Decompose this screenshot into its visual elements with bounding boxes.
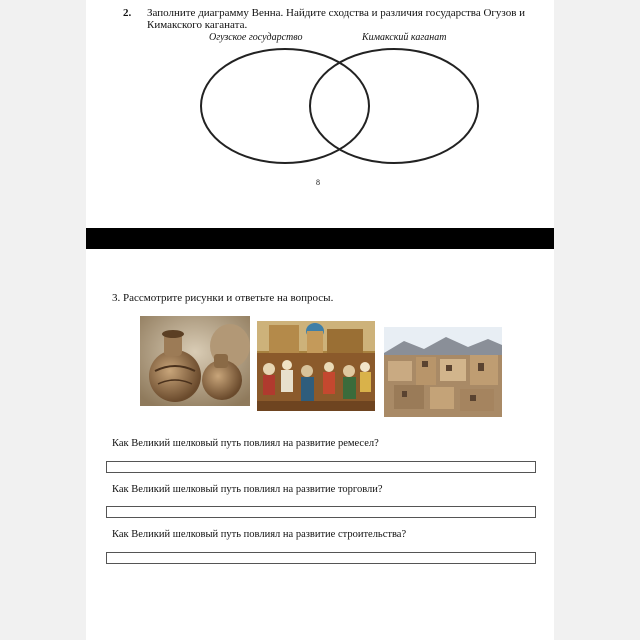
page-number: 8	[316, 178, 320, 187]
page-divider	[86, 228, 554, 249]
venn-left-label: Огузское государство	[209, 32, 303, 43]
left-margin	[0, 0, 86, 640]
right-margin	[554, 0, 640, 640]
venn-right-label: Кимакский каганат	[362, 32, 447, 43]
question-construction: Как Великий шелковый путь повлиял на развитие строительства?	[112, 529, 407, 540]
question-crafts: Как Великий шелковый путь повлиял на развитие ремесел?	[112, 438, 379, 449]
old-city-image	[384, 327, 502, 417]
venn-left-circle[interactable]	[201, 49, 369, 163]
answer-field-trade[interactable]	[106, 506, 536, 518]
task3-title: 3. Рассмотрите рисунки и ответьте на вопросы.	[112, 292, 334, 304]
task2-instruction: Заполните диаграмму Венна. Найдите сходства и различия государства Огузов и Кимакского каганата.	[147, 7, 526, 31]
bazaar-painting-image	[257, 321, 375, 411]
question-trade: Как Великий шелковый путь повлиял на развитие торговли?	[112, 484, 383, 495]
task2-number: 2.	[123, 7, 132, 19]
answer-field-construction[interactable]	[106, 552, 536, 564]
pottery-image	[140, 316, 250, 406]
venn-right-circle[interactable]	[310, 49, 478, 163]
venn-diagram	[190, 44, 490, 168]
answer-field-crafts[interactable]	[106, 461, 536, 473]
